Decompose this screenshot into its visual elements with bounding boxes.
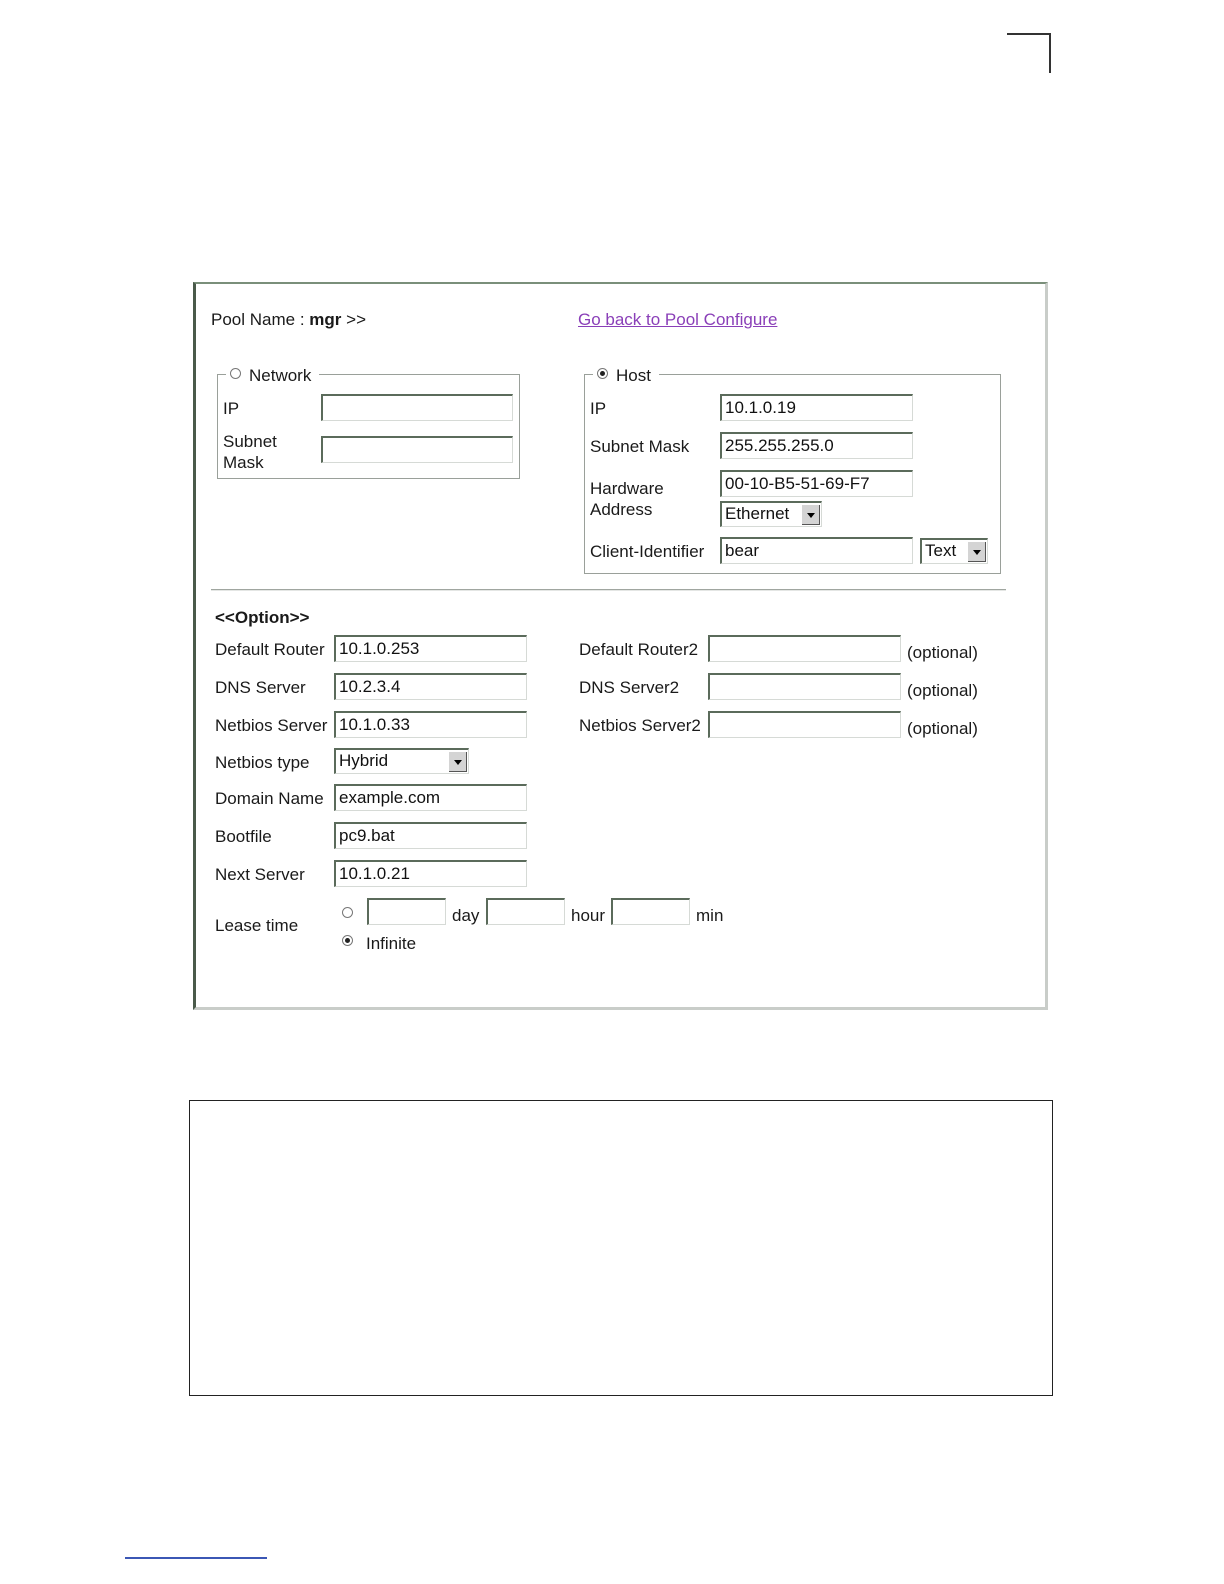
next-server-label: Next Server (215, 865, 305, 884)
lease-hour-label: hour (571, 906, 606, 925)
default-router-label: Default Router (215, 640, 325, 659)
dns-server2-optional-note: (optional) (907, 681, 978, 700)
bootfile-label: Bootfile (215, 827, 272, 846)
section-divider (211, 589, 1006, 591)
lease-infinite-label: Infinite (366, 934, 417, 953)
host-radio[interactable] (597, 368, 608, 379)
lease-min-input[interactable] (611, 898, 690, 925)
dns-server-input[interactable]: 10.2.3.4 (334, 673, 527, 700)
network-subnet-mask-input[interactable] (321, 436, 513, 463)
host-subnet-mask-input[interactable]: 255.255.255.0 (720, 432, 913, 459)
dhcp-pool-host-config-panel (193, 282, 1048, 1010)
host-legend (593, 366, 659, 386)
netbios-server-input[interactable]: 10.1.0.33 (334, 711, 527, 738)
netbios-server2-label: Netbios Server2 (579, 716, 701, 735)
default-router2-label: Default Router2 (579, 640, 699, 659)
hardware-address-label-line2: Address (590, 500, 653, 519)
network-legend-label: Network (249, 366, 312, 385)
client-identifier-label: Client-Identifier (590, 542, 705, 561)
next-server-input[interactable]: 10.1.0.21 (334, 860, 527, 887)
network-legend (226, 366, 319, 386)
netbios-type-value: Hybrid (339, 751, 389, 770)
dns-server-label: DNS Server (215, 678, 306, 697)
host-ip-label: IP (590, 399, 607, 418)
bootfile-input[interactable]: pc9.bat (334, 822, 527, 849)
option-heading: <<Option>> (215, 608, 310, 627)
hardware-type-select[interactable] (720, 501, 822, 527)
content-box (189, 1100, 1053, 1396)
dns-server2-input[interactable] (708, 673, 901, 700)
host-ip-input[interactable]: 10.1.0.19 (720, 394, 913, 421)
client-identifier-input[interactable]: bear (720, 537, 913, 564)
default-router2-optional-note: (optional) (907, 643, 978, 662)
network-ip-label: IP (223, 399, 240, 418)
netbios-server2-input[interactable] (708, 711, 901, 738)
netbios-type-label: Netbios type (215, 753, 310, 772)
network-radio[interactable] (230, 368, 241, 379)
netbios-type-select[interactable] (334, 748, 469, 774)
hardware-type-value: Ethernet (725, 504, 790, 523)
netbios-type-dropdown-arrow-icon[interactable] (448, 751, 467, 772)
go-back-to-pool-configure-link[interactable]: Go back to Pool Configure (578, 310, 778, 329)
client-identifier-type-dropdown-arrow-icon[interactable] (967, 541, 986, 562)
lease-hour-input[interactable] (486, 898, 565, 925)
dns-server2-label: DNS Server2 (579, 678, 680, 697)
host-subnet-mask-label: Subnet Mask (590, 437, 690, 456)
network-ip-input[interactable] (321, 394, 513, 421)
lease-duration-radio[interactable] (342, 907, 353, 918)
pool-name-row (211, 310, 366, 330)
lease-day-label: day (452, 906, 480, 925)
default-router-input[interactable]: 10.1.0.253 (334, 635, 527, 662)
hardware-address-input[interactable]: 00-10-B5-51-69-F7 (720, 470, 913, 497)
hardware-address-label-line1: Hardware (590, 479, 664, 498)
pool-name-label: Pool Name : (211, 310, 305, 329)
hardware-type-dropdown-arrow-icon[interactable] (801, 504, 820, 525)
lease-min-label: min (696, 906, 724, 925)
domain-name-input[interactable]: example.com (334, 784, 527, 811)
pool-name-value: mgr (309, 310, 342, 329)
client-identifier-type-value: Text (925, 541, 957, 560)
lease-time-label: Lease time (215, 916, 299, 935)
domain-name-label: Domain Name (215, 789, 324, 808)
page-corner-mark (1007, 33, 1050, 35)
client-identifier-type-select[interactable] (920, 538, 988, 564)
netbios-server2-optional-note: (optional) (907, 719, 978, 738)
footer-rule (125, 1557, 267, 1559)
page-corner-mark-vertical (1049, 33, 1051, 73)
network-subnet-label-line2: Mask (223, 453, 264, 472)
lease-infinite-radio[interactable] (342, 935, 353, 946)
default-router2-input[interactable] (708, 635, 901, 662)
netbios-server-label: Netbios Server (215, 716, 328, 735)
network-subnet-label-line1: Subnet (223, 432, 277, 451)
lease-day-input[interactable] (367, 898, 446, 925)
host-legend-label: Host (616, 366, 651, 385)
pool-name-suffix: >> (346, 310, 366, 329)
